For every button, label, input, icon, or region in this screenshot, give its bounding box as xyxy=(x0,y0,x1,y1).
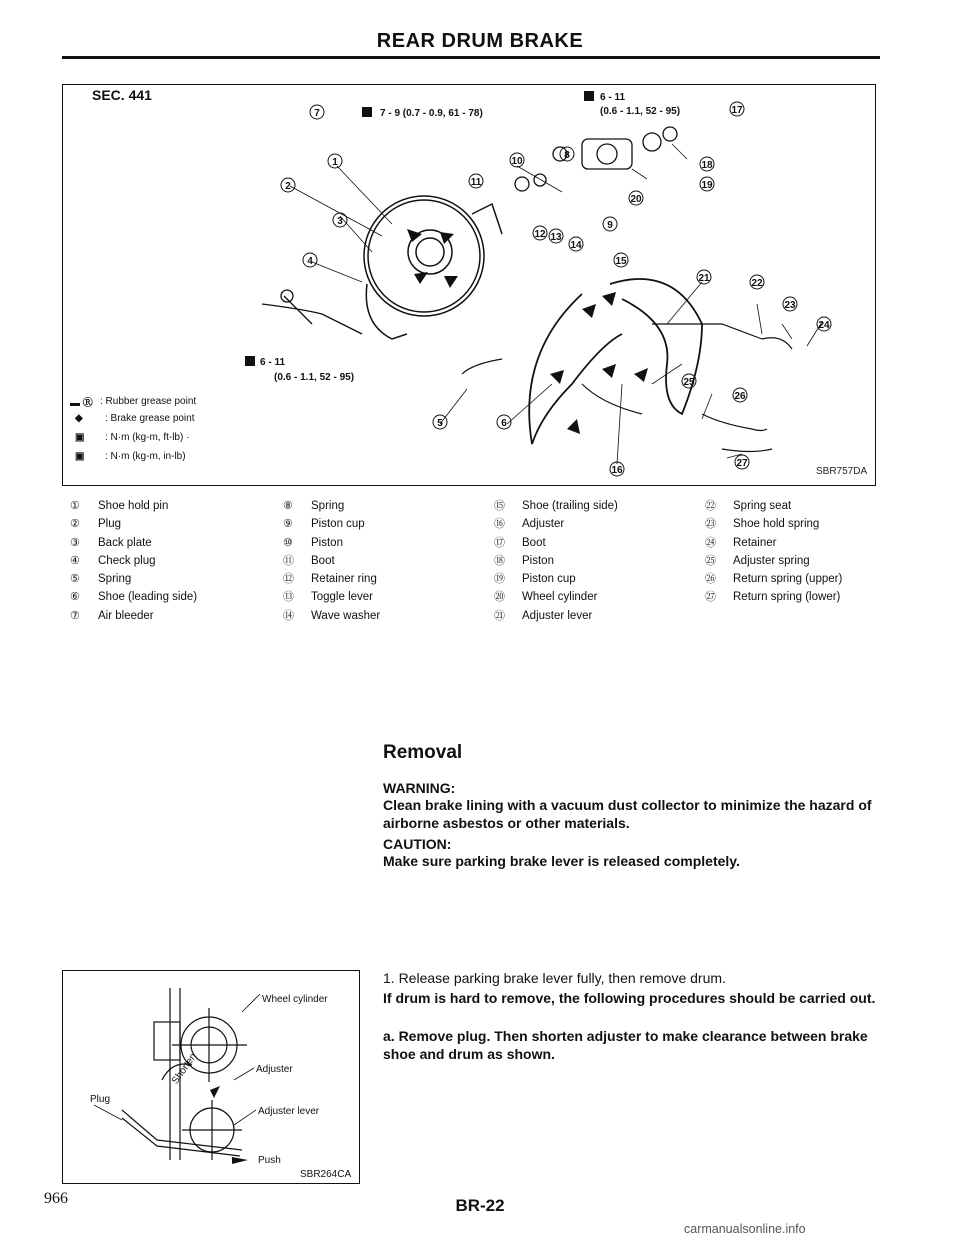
removal-heading: Removal xyxy=(383,742,463,763)
part-number: ② xyxy=(70,518,80,531)
part-name: Return spring (upper) xyxy=(733,573,843,586)
callout-3: 3 xyxy=(337,216,343,227)
list-item xyxy=(494,515,618,533)
callout-8: 8 xyxy=(564,150,570,161)
callout-12: 12 xyxy=(534,229,546,240)
list-item xyxy=(705,588,842,606)
part-number: ⑮ xyxy=(494,500,505,512)
part-number: ㉗ xyxy=(705,591,716,604)
part-number: ㉑ xyxy=(494,609,505,622)
part-name: Boot xyxy=(522,536,546,549)
step-1: 1. Release parking brake lever fully, then remove drum. xyxy=(383,970,726,986)
rubber-grease-icon: ▬ Ⓡ xyxy=(70,398,93,409)
callout-25: 25 xyxy=(683,377,695,388)
list-item xyxy=(283,588,380,606)
part-number: ⑧ xyxy=(283,500,293,512)
procedure-note: If drum is hard to remove, the following procedures should be carried out. xyxy=(383,990,876,1006)
caution-text: Make sure parking brake lever is released completely. xyxy=(383,853,740,869)
brake-shoes-drawing xyxy=(529,279,702,444)
callout-16: 16 xyxy=(611,465,623,476)
legend-text-3: : N·m (kg-m, ft-lb) · xyxy=(105,432,190,443)
part-number: ⑦ xyxy=(70,609,80,622)
parts-list-col3 xyxy=(494,497,618,625)
list-item xyxy=(283,515,380,533)
warning-label: WARNING: xyxy=(383,780,456,796)
part-name: Adjuster lever xyxy=(522,609,593,622)
list-item xyxy=(283,552,380,570)
part-number: ㉓ xyxy=(705,518,716,531)
part-name: Plug xyxy=(98,518,122,531)
list-item xyxy=(494,552,618,570)
part-number: ⑰ xyxy=(494,536,505,549)
part-number: ③ xyxy=(70,536,80,549)
part-name: Retainer xyxy=(733,536,777,549)
push-label: Push xyxy=(258,1155,281,1166)
part-name: Return spring (lower) xyxy=(733,591,841,604)
watermark: carmanualsonline.info xyxy=(684,1222,806,1236)
part-name: Spring xyxy=(98,573,132,586)
parts-list-col4 xyxy=(705,497,842,607)
push-arrow-icon xyxy=(232,1157,248,1164)
part-name: Spring seat xyxy=(733,500,792,512)
wheel-cylinder-drawing xyxy=(515,127,677,191)
part-number: ⑲ xyxy=(494,573,505,586)
part-name: Toggle lever xyxy=(311,591,374,604)
part-name: Shoe (trailing side) xyxy=(522,500,618,512)
callout-5: 5 xyxy=(437,418,443,429)
list-item xyxy=(283,570,380,588)
callout-7: 7 xyxy=(314,108,320,119)
part-number: ㉔ xyxy=(705,536,716,549)
part-number: ⑥ xyxy=(70,591,80,604)
part-number: ㉖ xyxy=(705,573,716,586)
adjuster-springs-drawing xyxy=(462,324,792,452)
callout-numbers xyxy=(281,102,831,476)
list-item xyxy=(70,570,197,588)
callout-21: 21 xyxy=(698,273,710,284)
part-number: ⑩ xyxy=(283,536,293,549)
torque-wrench-icon-3 xyxy=(245,356,255,366)
callout-22: 22 xyxy=(751,278,763,289)
part-name: Adjuster xyxy=(522,518,565,531)
callout-9: 9 xyxy=(607,220,613,231)
callout-19: 19 xyxy=(701,180,713,191)
list-item xyxy=(494,607,618,625)
callout-6: 6 xyxy=(501,418,507,429)
part-number: ⑳ xyxy=(494,591,505,604)
callout-24: 24 xyxy=(818,320,830,331)
page-code: BR-22 xyxy=(455,1196,505,1215)
warning-text: Clean brake lining with a vacuum dust collector to minimize the hazard of airborne asbestos or other materials. xyxy=(383,797,872,831)
part-name: Adjuster spring xyxy=(733,554,810,567)
torque-wrench-icon-legend-1: ▣ xyxy=(75,432,85,443)
list-item xyxy=(70,534,197,552)
part-name: Spring xyxy=(311,500,345,512)
parking-cable-drawing xyxy=(262,290,362,334)
list-item xyxy=(494,497,618,515)
header-rule xyxy=(62,56,880,59)
callout-2: 2 xyxy=(285,181,291,192)
part-name: Wheel cylinder xyxy=(522,591,598,604)
part-number: ⑭ xyxy=(283,609,294,622)
back-plate-drawing xyxy=(364,196,502,339)
part-name: Piston cup xyxy=(311,518,365,531)
adjuster-lever-label: Adjuster lever xyxy=(258,1106,320,1117)
plug-label: Plug xyxy=(90,1094,111,1105)
parts-list-col1 xyxy=(70,497,197,625)
list-item xyxy=(705,534,842,552)
callout-17: 17 xyxy=(731,105,743,116)
callout-26: 26 xyxy=(734,391,746,402)
torque-wrench-icon-legend-2: ▣ xyxy=(75,451,85,462)
parts-list-col2 xyxy=(283,497,380,625)
part-name: Shoe hold pin xyxy=(98,500,169,512)
callout-27: 27 xyxy=(736,458,748,469)
callout-14: 14 xyxy=(570,240,582,251)
legend-text-4: : N·m (kg-m, in-lb) xyxy=(105,451,186,462)
callout-15: 15 xyxy=(615,256,627,267)
part-number: ⑱ xyxy=(494,554,505,567)
callout-4: 4 xyxy=(307,256,313,267)
part-name: Check plug xyxy=(98,554,156,567)
part-name: Wave washer xyxy=(311,609,381,622)
legend-torque-inlb xyxy=(75,451,186,462)
legend-brake-grease xyxy=(75,413,195,424)
list-item xyxy=(70,515,197,533)
part-number: ⑬ xyxy=(283,591,294,604)
list-item xyxy=(705,570,842,588)
part-name: Back plate xyxy=(98,536,152,549)
part-name: Piston cup xyxy=(522,573,576,586)
leader-lines xyxy=(290,144,822,464)
callout-23: 23 xyxy=(784,300,796,311)
step-a: a. Remove plug. Then shorten adjuster to make clearance between brake shoe and drum as shown. xyxy=(383,1028,868,1062)
part-number: ⑪ xyxy=(283,554,294,567)
list-item xyxy=(283,497,380,515)
part-number: ⑯ xyxy=(494,518,505,531)
callout-10: 10 xyxy=(511,156,523,167)
callout-20: 20 xyxy=(630,194,642,205)
brake-grease-icon: ◆ xyxy=(75,413,83,424)
exploded-view-drawing xyxy=(62,84,876,486)
torque-wrench-icon xyxy=(584,91,594,101)
list-item xyxy=(283,607,380,625)
part-number: ⑫ xyxy=(283,573,294,586)
list-item xyxy=(705,552,842,570)
torque-value-3-detail: (0.6 - 1.1, 52 - 95) xyxy=(274,372,355,383)
part-name: Shoe hold spring xyxy=(733,518,820,531)
part-number: ㉕ xyxy=(705,554,716,567)
shorten-label: Shorten xyxy=(170,1051,200,1087)
list-item xyxy=(70,588,197,606)
wheel-cylinder-label: Wheel cylinder xyxy=(262,994,328,1005)
figure2-code: SBR264CA xyxy=(300,1169,352,1180)
callout-1: 1 xyxy=(332,157,338,168)
part-name: Boot xyxy=(311,554,335,567)
torque-value-2: 7 - 9 (0.7 - 0.9, 61 - 78) xyxy=(380,108,483,119)
list-item xyxy=(494,534,618,552)
callout-11: 11 xyxy=(470,177,482,188)
part-name: Retainer ring xyxy=(311,573,377,586)
part-number: ㉒ xyxy=(705,500,716,512)
section-label: SEC. 441 xyxy=(92,87,152,103)
caution-label: CAUTION: xyxy=(383,836,452,852)
page-number: 966 xyxy=(44,1190,68,1207)
part-number: ⑨ xyxy=(283,518,293,531)
list-item xyxy=(494,588,618,606)
list-item xyxy=(70,497,197,515)
torque-wrench-icon-2 xyxy=(362,107,372,117)
part-number: ⑤ xyxy=(70,573,80,586)
torque-value-1-detail: (0.6 - 1.1, 52 - 95) xyxy=(600,106,681,117)
list-item xyxy=(705,515,842,533)
part-name: Piston xyxy=(311,536,343,549)
list-item xyxy=(494,570,618,588)
legend-rubber-grease xyxy=(70,394,196,409)
part-number: ① xyxy=(70,500,80,512)
page-title: REAR DRUM BRAKE xyxy=(376,30,584,52)
part-name: Shoe (leading side) xyxy=(98,591,198,604)
callout-13: 13 xyxy=(550,232,562,243)
torque-value-3: 6 - 11 xyxy=(260,357,286,368)
adjuster-label: Adjuster xyxy=(256,1064,293,1075)
list-item xyxy=(705,497,842,515)
figure-code: SBR757DA xyxy=(816,466,868,477)
list-item xyxy=(70,552,197,570)
callout-18: 18 xyxy=(701,160,713,171)
legend-text-1: : Rubber grease point xyxy=(100,396,197,407)
part-number: ④ xyxy=(70,554,80,567)
list-item xyxy=(70,607,197,625)
shorten-arrow-icon xyxy=(210,1086,220,1098)
legend-torque-ftlb xyxy=(75,432,189,443)
torque-value-1: 6 - 11 xyxy=(600,92,626,103)
list-item xyxy=(283,534,380,552)
part-name: Air bleeder xyxy=(98,609,154,622)
legend-text-2: : Brake grease point xyxy=(105,413,195,424)
part-name: Piston xyxy=(522,554,554,567)
